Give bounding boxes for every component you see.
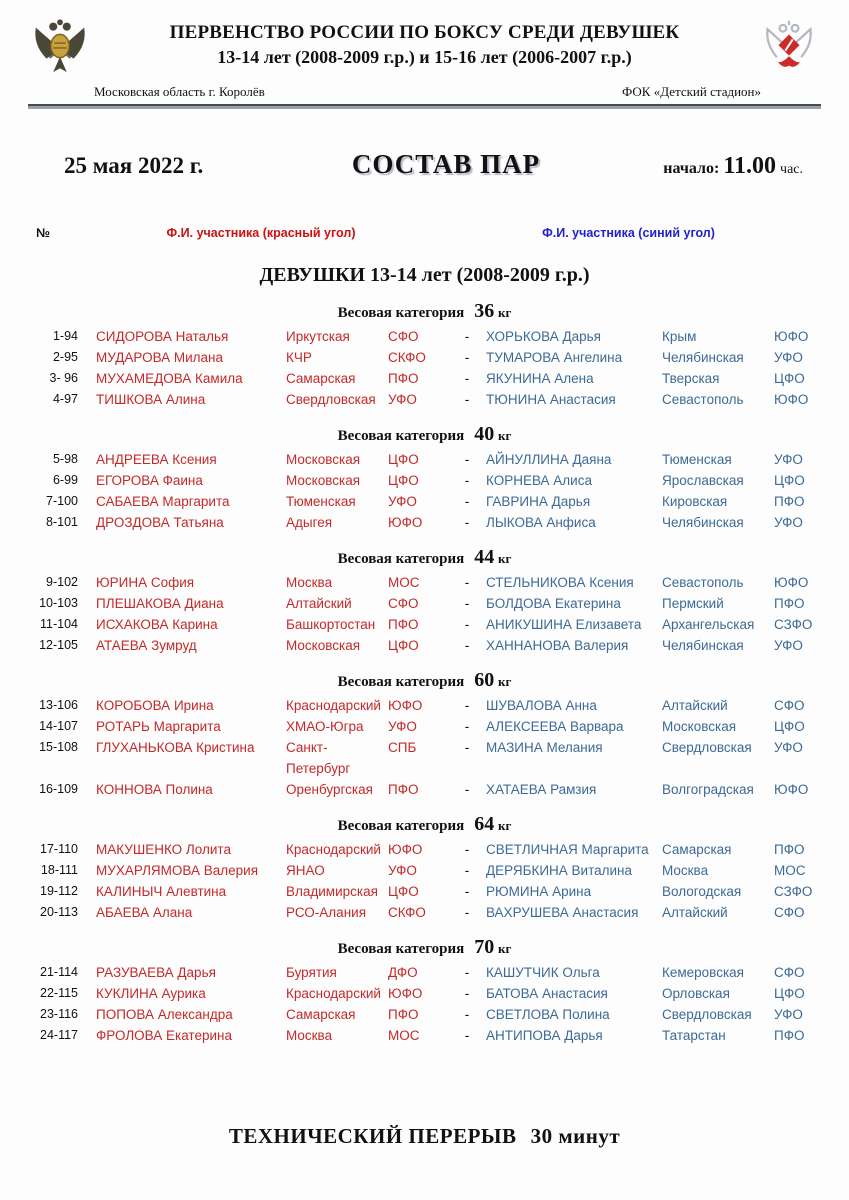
categories-container: [28, 300, 821, 1046]
vs-separator: -: [464, 494, 470, 509]
bout-row: [28, 512, 821, 533]
bout-row: [28, 1004, 821, 1025]
section-title: ДЕВУШКИ 13-14 лет (2008-2009 г.р.): [259, 264, 590, 286]
vs-separator: -: [464, 350, 470, 365]
red-name: РОТАРЬ Маргарита: [96, 719, 221, 734]
blue-name: ХОРЬКОВА Дарья: [486, 329, 601, 344]
weight-category-label: Весовая категория: [337, 551, 465, 567]
red-district: ЦФО: [388, 638, 419, 653]
blue-name: АЙНУЛЛИНА Даяна: [486, 452, 612, 467]
red-name: КУКЛИНА Аурика: [96, 986, 206, 1001]
column-red-corner-header: Ф.И. участника (красный угол): [166, 226, 356, 240]
red-region: Московская: [286, 473, 361, 488]
red-region: Москва: [286, 1028, 333, 1043]
tournament-title: ПЕРВЕНСТВО РОССИИ ПО БОКСУ СРЕДИ ДЕВУШЕК: [169, 22, 680, 43]
blue-region: Севастополь: [662, 392, 744, 407]
bout-number: 3- 96: [49, 371, 78, 385]
document-header: [28, 14, 821, 78]
vs-separator: -: [464, 329, 470, 344]
bout-row: [28, 737, 821, 779]
bout-row: [28, 593, 821, 614]
red-name: КОРОБОВА Ирина: [96, 698, 214, 713]
red-name: МАКУШЕНКО Лолита: [96, 842, 231, 857]
vs-separator: -: [464, 965, 470, 980]
bout-number: 6-99: [52, 473, 78, 487]
blue-district: ЮФО: [774, 392, 809, 407]
bout-number: 22-115: [40, 986, 78, 1000]
weight-unit: кг: [498, 428, 512, 443]
bout-number: 8-101: [46, 515, 78, 529]
red-region: Свердловская: [286, 392, 376, 407]
bout-row: [28, 389, 821, 410]
weight-category-header: [28, 546, 821, 569]
technical-break-line: [28, 1124, 821, 1149]
red-district: ЮФО: [388, 515, 423, 530]
vs-separator: -: [464, 842, 470, 857]
red-district: ЮФО: [388, 986, 423, 1001]
vs-separator: -: [464, 371, 470, 386]
red-name: МУДАРОВА Милана: [96, 350, 224, 365]
bout-row: [28, 860, 821, 881]
bout-row: [28, 470, 821, 491]
bout-number: 10-103: [39, 596, 78, 610]
red-district: ЦФО: [388, 473, 419, 488]
bout-number: 11-104: [40, 617, 78, 631]
red-name: АТАЕВА Зумруд: [96, 638, 197, 653]
blue-region: Татарстан: [662, 1028, 726, 1043]
red-district: УФО: [388, 392, 417, 407]
blue-region: Пермский: [662, 596, 724, 611]
red-name: АНДРЕЕВА Ксения: [96, 452, 217, 467]
bout-number: 21-114: [40, 965, 78, 979]
blue-name: БАТОВА Анастасия: [486, 986, 608, 1001]
bout-number: 5-98: [52, 452, 78, 466]
bout-rows: [28, 326, 821, 410]
title-bar: [28, 149, 821, 180]
red-region: Краснодарский: [286, 986, 381, 1001]
red-region: Самарская: [286, 371, 356, 386]
red-district: ЦФО: [388, 452, 419, 467]
red-district: ПФО: [388, 1007, 419, 1022]
blue-region: Тверская: [662, 371, 720, 386]
blue-region: Вологодская: [662, 884, 742, 899]
bout-row: [28, 368, 821, 389]
blue-name: ХАТАЕВА Рамзия: [486, 782, 597, 797]
blue-region: Челябинская: [662, 638, 744, 653]
weight-category-label: Весовая категория: [337, 674, 465, 690]
blue-name: ШУВАЛОВА Анна: [486, 698, 597, 713]
blue-district: УФО: [774, 350, 803, 365]
blue-name: ТУМАРОВА Ангелина: [486, 350, 623, 365]
weight-unit: кг: [498, 818, 512, 833]
red-region: Алтайский: [286, 596, 352, 611]
red-district: МОС: [388, 575, 420, 590]
red-name: ГЛУХАНЬКОВА Кристина: [96, 740, 255, 755]
weight-category-header: [28, 813, 821, 836]
red-region: Тюменская: [286, 494, 356, 509]
blue-region: Кировская: [662, 494, 728, 509]
blue-district: СЗФО: [774, 884, 813, 899]
vs-separator: -: [464, 596, 470, 611]
blue-name: ДЕРЯБКИНА Виталина: [486, 863, 633, 878]
weight-category-header: [28, 669, 821, 692]
bout-row: [28, 839, 821, 860]
weight-category-block: [28, 300, 821, 410]
vs-separator: -: [464, 782, 470, 797]
bout-number: 15-108: [39, 740, 78, 754]
blue-name: РЮМИНА Арина: [486, 884, 592, 899]
blue-name: СТЕЛЬНИКОВА Ксения: [486, 575, 634, 590]
weight-value: 36: [474, 300, 495, 322]
break-text: ТЕХНИЧЕСКИЙ ПЕРЕРЫВ: [228, 1124, 517, 1148]
bout-number: 9-102: [46, 575, 78, 589]
vs-separator: -: [464, 452, 470, 467]
vs-separator: -: [464, 1028, 470, 1043]
red-district: ПФО: [388, 782, 419, 797]
red-district: ЮФО: [388, 698, 423, 713]
red-district: СКФО: [388, 350, 426, 365]
red-name: МУХАМЕДОВА Камила: [96, 371, 243, 386]
start-unit: час.: [780, 162, 803, 177]
bout-row: [28, 1025, 821, 1046]
column-number-header: №: [36, 226, 50, 240]
blue-district: ПФО: [774, 1028, 805, 1043]
start-time: 11.00: [723, 153, 777, 179]
header-divider: [28, 104, 821, 109]
red-region: Москва: [286, 575, 333, 590]
bout-number: 13-106: [39, 698, 78, 712]
weight-value: 60: [474, 669, 495, 691]
blue-district: СФО: [774, 905, 805, 920]
weight-category-header: [28, 936, 821, 959]
red-name: ЕГОРОВА Фаина: [96, 473, 203, 488]
blue-district: ЦФО: [774, 986, 805, 1001]
blue-district: ПФО: [774, 842, 805, 857]
bout-number: 12-105: [39, 638, 78, 652]
weight-category-block: [28, 936, 821, 1046]
vs-separator: -: [464, 617, 470, 632]
weight-category-header: [28, 423, 821, 446]
weight-value: 44: [474, 546, 495, 568]
vs-separator: -: [464, 515, 470, 530]
bout-number: 18-111: [40, 863, 78, 877]
red-district: МОС: [388, 1028, 420, 1043]
bout-rows: [28, 962, 821, 1046]
bout-row: [28, 962, 821, 983]
blue-region: Свердловская: [662, 1007, 752, 1022]
blue-name: ВАХРУШЕВА Анастасия: [486, 905, 639, 920]
blue-name: ЛЫКОВА Анфиса: [486, 515, 596, 530]
blue-region: Челябинская: [662, 515, 744, 530]
venue-row: [28, 84, 821, 100]
vs-separator: -: [464, 698, 470, 713]
bout-number: 7-100: [46, 494, 78, 508]
tournament-age-groups: 13-14 лет (2008-2009 г.р.) и 15-16 лет (2006-2007 г.р.): [217, 47, 632, 67]
red-district: ЮФО: [388, 842, 423, 857]
bout-row: [28, 347, 821, 368]
weight-category-header: [28, 300, 821, 323]
blue-region: Волгоградская: [662, 782, 754, 797]
weight-unit: кг: [498, 941, 512, 956]
red-name: ФРОЛОВА Екатерина: [96, 1028, 232, 1043]
blue-region: Челябинская: [662, 350, 744, 365]
blue-name: СВЕТЛИЧНАЯ Маргарита: [486, 842, 649, 857]
red-name: ТИШКОВА Алина: [96, 392, 206, 407]
weight-value: 40: [474, 423, 495, 445]
blue-district: ЦФО: [774, 371, 805, 386]
blue-district: ЦФО: [774, 719, 805, 734]
vs-separator: -: [464, 1007, 470, 1022]
weight-category-label: Весовая категория: [337, 305, 465, 321]
russia-coat-of-arms-icon: [28, 14, 92, 78]
red-name: ПЛЕШАКОВА Диана: [96, 596, 224, 611]
bout-number: 1-94: [52, 329, 78, 343]
red-name: ЮРИНА София: [96, 575, 195, 590]
blue-name: БОЛДОВА Екатерина: [486, 596, 621, 611]
blue-district: ЮФО: [774, 782, 809, 797]
red-region: Санкт-Петербург: [286, 740, 351, 776]
red-region: РСО-Алания: [286, 905, 366, 920]
red-region: Самарская: [286, 1007, 356, 1022]
blue-name: ЯКУНИНА Алена: [486, 371, 594, 386]
page-title: СОСТАВ ПАР: [351, 149, 541, 179]
vs-separator: -: [464, 863, 470, 878]
weight-category-label: Весовая категория: [337, 428, 465, 444]
red-name: КОННОВА Полина: [96, 782, 213, 797]
blue-name: АЛЕКСЕЕВА Варвара: [486, 719, 624, 734]
red-district: ПФО: [388, 371, 419, 386]
red-district: СФО: [388, 596, 419, 611]
blue-region: Москва: [662, 863, 709, 878]
blue-region: Архангельская: [662, 617, 755, 632]
vs-separator: -: [464, 473, 470, 488]
venue-left: Московская область г. Королёв: [94, 84, 265, 99]
bout-number: 19-112: [40, 884, 78, 898]
red-region: ЯНАО: [286, 863, 325, 878]
bout-row: [28, 983, 821, 1004]
bout-number: 20-113: [40, 905, 78, 919]
bout-row: [28, 572, 821, 593]
red-region: ХМАО-Югра: [286, 719, 364, 734]
blue-region: Свердловская: [662, 740, 752, 755]
bout-rows: [28, 449, 821, 533]
bout-row: [28, 449, 821, 470]
red-region: Краснодарский: [286, 698, 381, 713]
bout-number: 2-95: [52, 350, 78, 364]
vs-separator: -: [464, 575, 470, 590]
blue-name: АНИКУШИНА Елизавета: [486, 617, 642, 632]
bout-rows: [28, 695, 821, 800]
blue-district: СФО: [774, 965, 805, 980]
table-column-headers: [28, 226, 821, 240]
red-region: Башкортостан: [286, 617, 376, 632]
red-name: ИСХАКОВА Карина: [96, 617, 218, 632]
red-district: ДФО: [388, 965, 418, 980]
bout-row: [28, 695, 821, 716]
red-name: МУХАРЛЯМОВА Валерия: [96, 863, 258, 878]
red-district: УФО: [388, 494, 417, 509]
red-name: КАЛИНЫЧ Алевтина: [96, 884, 227, 899]
blue-district: УФО: [774, 740, 803, 755]
red-region: Адыгея: [286, 515, 333, 530]
red-region: Краснодарский: [286, 842, 381, 857]
bout-number: 16-109: [39, 782, 78, 796]
blue-district: ЮФО: [774, 575, 809, 590]
red-district: УФО: [388, 863, 417, 878]
weight-value: 70: [474, 936, 495, 958]
red-region: Владимирская: [286, 884, 378, 899]
bout-row: [28, 881, 821, 902]
start-time-group: [573, 153, 803, 180]
blue-district: СЗФО: [774, 617, 813, 632]
weight-category-block: [28, 669, 821, 800]
vs-separator: -: [464, 719, 470, 734]
bout-number: 17-110: [40, 842, 78, 856]
blue-region: Алтайский: [662, 905, 728, 920]
blue-district: УФО: [774, 452, 803, 467]
blue-district: СФО: [774, 698, 805, 713]
blue-region: Тюменская: [662, 452, 732, 467]
column-blue-corner-header: Ф.И. участника (синий угол): [542, 226, 715, 240]
red-district: ЦФО: [388, 884, 419, 899]
weight-unit: кг: [498, 674, 512, 689]
weight-category-label: Весовая категория: [337, 941, 465, 957]
red-region: Московская: [286, 638, 361, 653]
blue-region: Крым: [662, 329, 697, 344]
blue-region: Московская: [662, 719, 737, 734]
red-district: СКФО: [388, 905, 426, 920]
bout-row: [28, 614, 821, 635]
blue-name: АНТИПОВА Дарья: [486, 1028, 603, 1043]
vs-separator: -: [464, 638, 470, 653]
bout-rows: [28, 572, 821, 656]
bout-number: 24-117: [40, 1028, 78, 1042]
blue-name: СВЕТЛОВА Полина: [486, 1007, 610, 1022]
weight-category-block: [28, 813, 821, 923]
red-name: АБАЕВА Алана: [96, 905, 193, 920]
red-name: САБАЕВА Маргарита: [96, 494, 230, 509]
vs-separator: -: [464, 986, 470, 1001]
red-region: Бурятия: [286, 965, 337, 980]
blue-name: ГАВРИНА Дарья: [486, 494, 591, 509]
vs-separator: -: [464, 905, 470, 920]
weight-value: 64: [474, 813, 495, 835]
red-region: Иркутская: [286, 329, 350, 344]
bout-row: [28, 902, 821, 923]
weight-category-block: [28, 423, 821, 533]
bout-rows: [28, 839, 821, 923]
blue-name: ХАННАНОВА Валерия: [486, 638, 629, 653]
blue-district: МОС: [774, 863, 806, 878]
blue-district: ПФО: [774, 596, 805, 611]
blue-region: Орловская: [662, 986, 730, 1001]
blue-name: КАШУТЧИК Ольга: [486, 965, 600, 980]
boxing-federation-icon: [757, 14, 821, 78]
red-district: ПФО: [388, 617, 419, 632]
red-name: РАЗУВАЕВА Дарья: [96, 965, 216, 980]
bout-row: [28, 779, 821, 800]
weight-category-label: Весовая категория: [337, 818, 465, 834]
header-titles: [92, 14, 757, 68]
bout-number: 14-107: [39, 719, 78, 733]
event-date: 25 мая 2022 г.: [64, 153, 204, 178]
bout-number: 23-116: [40, 1007, 78, 1021]
blue-district: УФО: [774, 515, 803, 530]
red-district: СФО: [388, 329, 419, 344]
blue-district: ЦФО: [774, 473, 805, 488]
blue-district: УФО: [774, 1007, 803, 1022]
blue-district: УФО: [774, 638, 803, 653]
red-region: КЧР: [286, 350, 312, 365]
vs-separator: -: [464, 392, 470, 407]
blue-name: МАЗИНА Мелания: [486, 740, 603, 755]
blue-region: Севастополь: [662, 575, 744, 590]
weight-category-block: [28, 546, 821, 656]
red-name: СИДОРОВА Наталья: [96, 329, 229, 344]
vs-separator: -: [464, 740, 470, 755]
bout-number: 4-97: [52, 392, 78, 406]
start-label: начало:: [663, 160, 720, 177]
blue-name: КОРНЕВА Алиса: [486, 473, 592, 488]
red-name: ПОПОВА Александра: [96, 1007, 233, 1022]
red-region: Московская: [286, 452, 361, 467]
weight-unit: кг: [498, 551, 512, 566]
red-district: СПБ: [388, 740, 417, 755]
blue-region: Ярославская: [662, 473, 744, 488]
weight-unit: кг: [498, 305, 512, 320]
blue-name: ТЮНИНА Анастасия: [486, 392, 616, 407]
blue-region: Алтайский: [662, 698, 728, 713]
blue-district: ПФО: [774, 494, 805, 509]
bout-row: [28, 716, 821, 737]
blue-district: ЮФО: [774, 329, 809, 344]
bout-row: [28, 326, 821, 347]
blue-region: Кемеровская: [662, 965, 744, 980]
bout-row: [28, 635, 821, 656]
bout-row: [28, 491, 821, 512]
venue-right: ФОК «Детский стадион»: [621, 84, 761, 99]
blue-region: Самарская: [662, 842, 732, 857]
red-district: УФО: [388, 719, 417, 734]
break-duration: 30 минут: [530, 1124, 621, 1148]
vs-separator: -: [464, 884, 470, 899]
red-region: Оренбургская: [286, 782, 373, 797]
red-name: ДРОЗДОВА Татьяна: [96, 515, 224, 530]
